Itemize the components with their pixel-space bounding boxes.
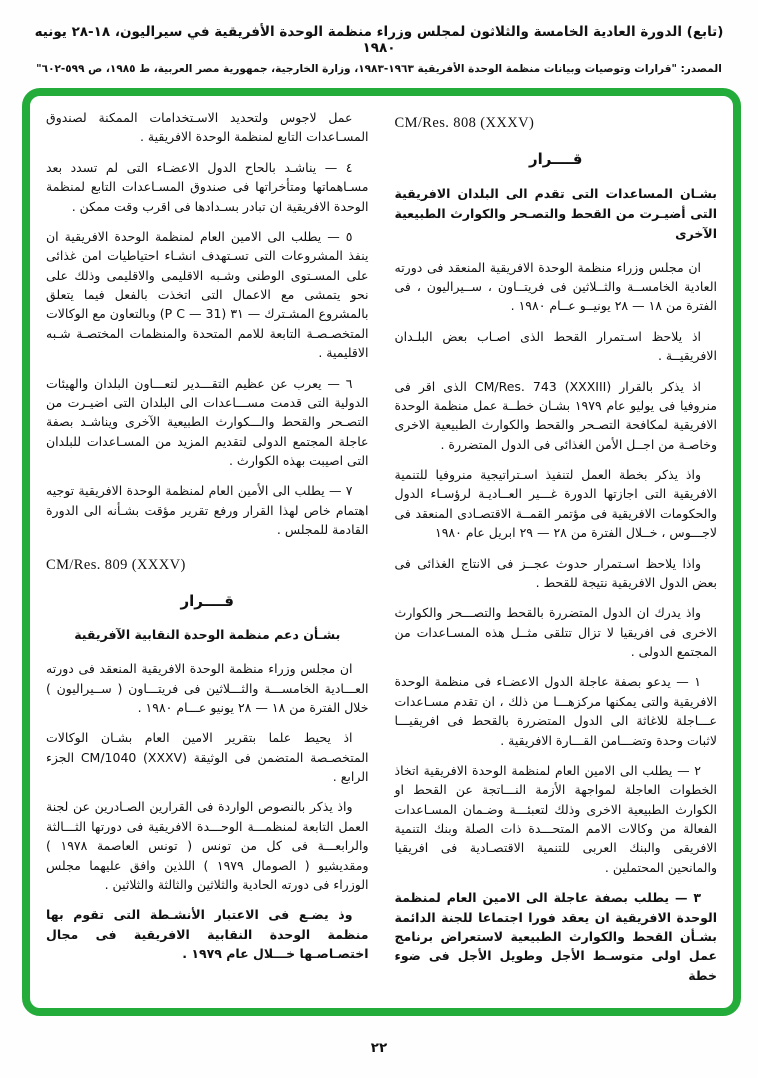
resolution-title-809: بشـأن دعم منظمة الوحدة النقابية الآفريقية: [74, 627, 341, 643]
paragraph: ان مجلس وزراء منظمة الوحدة الافريقية المنعقد فى دورته العادية الخامســة والثــلاثين فى فريتــاون ، ســيراليون ، فى الفترة من ١٨ — ٢٨ يونيــو عــام ١٩٨٠ .: [394, 259, 717, 314]
paragraph-item-7: ٧ — يطلب الى الأمين العام لمنظمة الوحدة الافريقية توجيه اهتمام خاص لهذا القرار ورفع تقرير مؤقت بشـأنه الى الدورة القادمة للمجلس .: [46, 483, 369, 538]
two-column-layout: [46, 108, 717, 1008]
paragraph: وذ يضـع فى الاعتبار الأنشـطة التى تقوم بها منظمة الوحدة النقابية الافريقية فى مجال اختصـاصـها خـــلال عام ١٩٧٩ .: [46, 907, 369, 962]
paragraph-item-2: ٢ — يطلب الى الامين العام لمنظمة الوحدة الافريقية اتخاذ الخطوات العاجلة لمواجهة الأزمة النـــاتجة عن القحط او الكوارث الطبيعية الاخرى وذلك لتعبئـــة وضـمان المسـاعدات الفعالة من وكالات الامم المتحـــدة ذات الصلة وبنك التنمية الافريقى والبنك العربى للتنمية الاقتصـادية فى افريقيا والمانحين المحتملين .: [394, 762, 717, 875]
column-left: [46, 108, 369, 1008]
paragraph: اذ يحيط علما بتقرير الامين العام بشـان الوكالات المتخصـصة المتضمن فى الوثيقة ‎CM/1040 (XXXV)‎ الجزء الرابع .: [46, 730, 369, 785]
paragraph-continuation: عمل لاجوس ولتحديد الاسـتخدامات الممكنة لصندوق المسـاعدات التابع لمنظمة الوحدة الافريقية .: [46, 110, 369, 145]
paragraph: واذا يلاحظ اسـتمرار حدوث عجــز فى الانتاج الغذائى فى بعض الدول الافريقية نتيجة للقحط .: [394, 555, 717, 590]
resolution-number-808: CM/Res. 808 (XXXV): [394, 115, 535, 131]
session-title: (تابع) الدورة العادية الخامسة والثلاثون لمجلس وزراء منظمة الوحدة الأفريقية في سيراليون، ١٨-٢٨ يونيه ١٩٨٠: [34, 24, 724, 56]
page-number: ٢٢: [370, 1040, 388, 1056]
resolution-number-809: CM/Res. 809 (XXXV): [46, 556, 186, 573]
resolution-title-808: بشـان المساعدات التى تقدم الى البلدان الافريقية التى أضيـرت من القحط والتصـحر والكوارث الطبيعية الآخرى: [394, 185, 717, 241]
paragraph-item-4: ٤ — يناشـد بالحاح الدول الاعضـاء التى لم تسدد بعد مسـاهماتها ومتأخراتها فى صندوق المسـاعدات التابع لمنظمة الوحدة الافريقية ان تبادر بسـدادها فى اقرب وقت ممكن .: [46, 159, 369, 214]
paragraph: واذ يذكر بخطة العمل لتنفيذ اسـتراتيجية منروفيا للتنمية الافريقية التى اجازتها الدورة غـــير العــاديـة لرؤسـاء الدول والحكومات الافريقية فى مؤتمر القمــة الاقتصـادى المنعقد فى لاجـــوس ، خــلال الفترة من ٢٨ — ٢٩ ابريل عام ١٩٨٠: [394, 467, 717, 541]
paragraph-item-3: ٣ — يطلب بصفة عاجلة الى الامين العام لمنظمة الوحدة الافريقية ان يعقد فورا اجتماعا للجنة الدائمة بشـأن القحط والكوارث الطبيعية لاستعراض برنامج عمل اولى متوسـط الأجل وطويل الأجل فى ضوء خطة: [394, 890, 717, 983]
paragraph: واذ يذكر بالنصوص الواردة فى القرارين الصـادرين عن لجنة العمل التابعة لمنظمـــة الوحـــدة الافريقية فى دورتها الثـــالثة والرابعـــة فى كل من تونس ( تونس العاصمة ١٩٧٨ ) ومقديشيو ( الصومال ١٩٧٩ ) اللذين وافق عليهما مجلس الوزراء فى دورته الحادية والثلاثين والثالثة والثلاثين .: [46, 799, 369, 892]
decision-heading-809: قــــرار: [180, 591, 234, 610]
source-citation: المصدر: "قرارات وتوصيات وبيانات منظمة الوحدة الأفريقية ١٩٦٣-١٩٨٣، وزارة الخارجية، جمهورية مصر العربية، ط ١٩٨٥، ص ٥٩٩-٦٠٢": [36, 63, 722, 75]
paragraph-item-1: ١ — يدعو بصفة عاجلة الدول الاعضـاء فى منظمة الوحدة الافريقية والتى يمكنها مركزهـــا من ذلك ، ان تقدم مسـاعدات عـــاجلة للاغاثة الى الدول المتضررة بالقحط فى افريقيـــا لاثبات وحدة وتضـــامن القـــارة الافريقية .: [394, 674, 717, 748]
paragraph: واذ يدرك ان الدول المتضررة بالقحط والتصـــحر والكوارث الاخرى فى افريقيا لا تزال تتلقى مثــل هذه المسـاعدات من المجتمع الدولى .: [394, 605, 717, 660]
decision-heading-808: قــــرار: [529, 150, 583, 169]
paragraph-item-6: ٦ — يعرب عن عظيم التقـــدير لتعـــاون البلدان والهيئات الدولية التى قدمت مســـاعدات الى البلدان التى اضيـرت من التصـحر والقحط والـــكوارث الطبيعية الآخرى ويناشـد بصفة عاجلة المجتمع الدولى لتقديم المزيد من المسـاعدات للبلدان التى اصيبت بهذه الكوارث .: [46, 375, 369, 468]
green-frame: [22, 88, 741, 1016]
paragraph: اذ يذكر بالقرار ‎CM/Res. 743 (XXXIII)‎ الذى اقر فى منروفيا فى يوليو عام ١٩٧٩ بشـان خطــة عمل منظمة الوحدة الافريقية لمكافحة التصـحر والقحط والكوارث الطبيعية الاخرى وخاصـة من اجــل الأمن الغذائى فى الدول المتضررة .: [394, 378, 717, 452]
paragraph: اذ يلاحظ اسـتمرار القحط الذى اصـاب بعض البلـدان الافريقيــة .: [394, 328, 717, 364]
paragraph: ان مجلس وزراء منظمة الوحدة الافريقية المنعقد فى دورته العـــادية الخامســـة والثـــلاثين فى فريتـــاون ( ســيراليون ) خلال الفترة من ١٨ — ٢٨ يونيو عـــام ١٩٨٠ .: [46, 661, 369, 715]
paragraph-item-5: ٥ — يطلب الى الامين العام لمنظمة الوحدة الافريقية ان ينفذ المشروعات التى تسـتهدف انشـاء احتياطيات امن غذائى على المسـتوى الوطنى وشـبه الاقليمى والاقليمى وذلك على نحو يتمشى مع الاعمال التى اتخذت بالفعل فيما يتعلق بالمشروع المشـترك — ٣١ ‎(P C — 31)‎ وبالتعاون مع الوكالات المتخصـصـة التابعة للامم المتحدة والمنظمات المختصـة شـبه الاقليمية .: [46, 228, 369, 361]
column-right: [395, 108, 718, 1008]
page-header: [20, 24, 738, 75]
